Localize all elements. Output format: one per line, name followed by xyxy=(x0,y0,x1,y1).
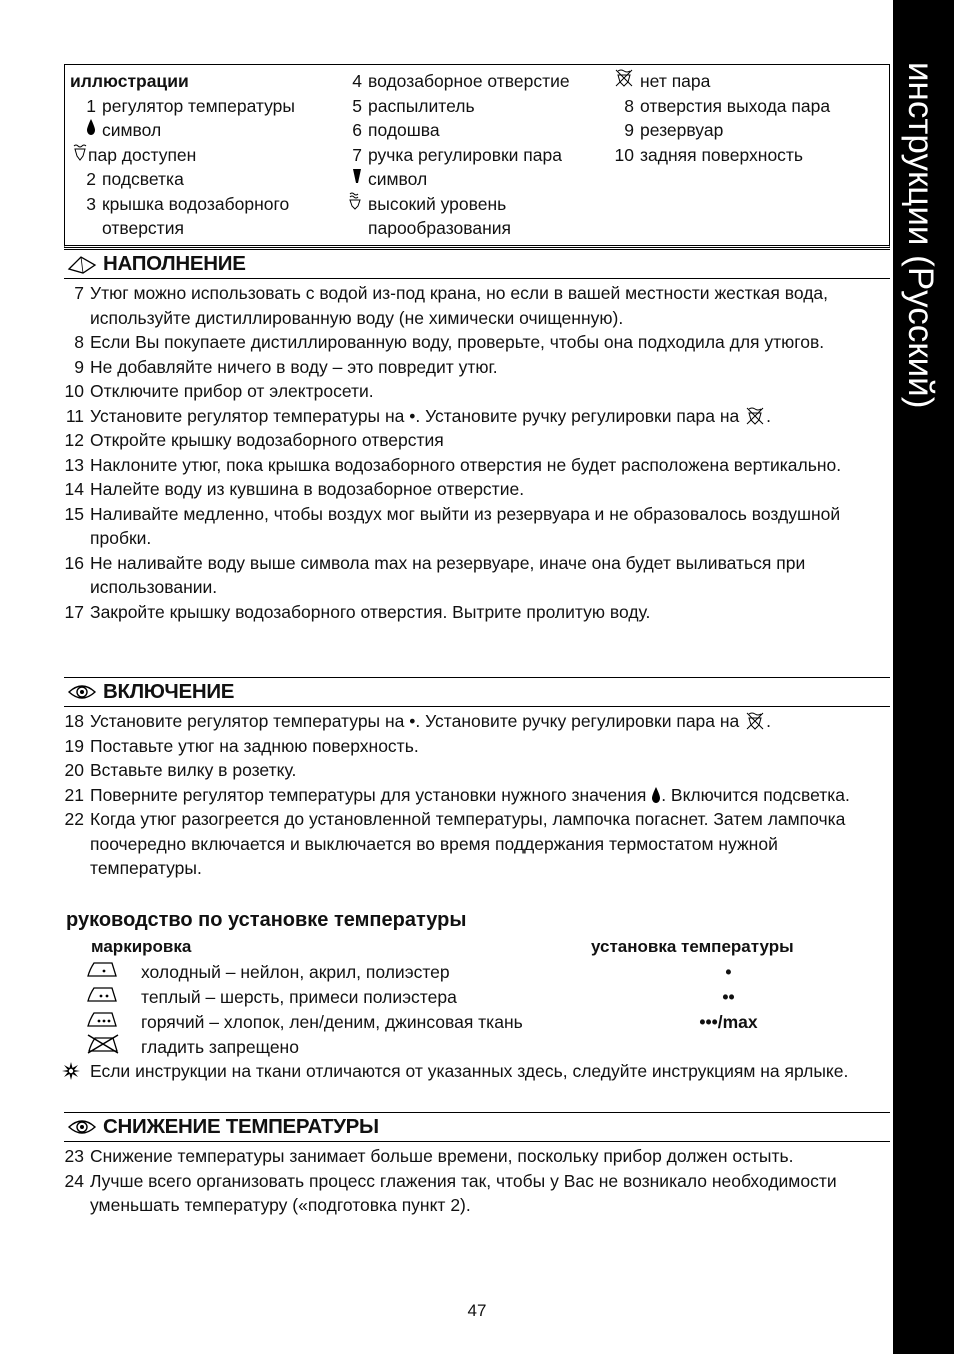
list-item xyxy=(60,709,880,734)
iron-1dot-icon xyxy=(86,960,118,978)
section-filling-header xyxy=(64,249,890,279)
list-item-text: Установите регулятор температуры на •. Установите ручку регулировки пара на . xyxy=(90,405,772,426)
list-item xyxy=(60,281,880,330)
illustrations-column-1 xyxy=(70,69,340,241)
list-item-text: Отключите прибор от электросети. xyxy=(90,381,374,401)
list-item-number: 22 xyxy=(64,809,84,829)
list-item-number: 13 xyxy=(64,454,84,475)
side-tab xyxy=(893,0,954,1354)
illustration-item: 5 распылитель xyxy=(352,95,475,116)
illustration-item: 9 резервуар xyxy=(624,120,724,140)
list-item-number: 11 xyxy=(65,405,84,426)
illustrations-column-2 xyxy=(348,69,610,241)
section-switch-on-header xyxy=(64,677,890,707)
list-item-number: 12 xyxy=(64,430,84,450)
list-item-number: 18 xyxy=(64,711,84,731)
drop-down-icon xyxy=(352,167,362,185)
list-item-text: Не добавляйте ничего в воду – это повредит утюг. xyxy=(90,356,498,377)
list-item-text: Когда утюг разогреется до установленной температуры, лампочка погаснет. Затем лампочка поочередно включается и выключается во время поддержания термостатом нужной температуры. xyxy=(90,809,846,878)
list-item xyxy=(60,355,880,380)
guide-col-setting: установка температуры xyxy=(591,937,794,956)
no-steam-icon xyxy=(744,711,766,731)
list-item xyxy=(60,502,880,551)
illustration-item: 7 ручка регулировки пара xyxy=(352,144,562,165)
illustration-item: парообразования xyxy=(368,218,512,238)
list-item xyxy=(60,1144,880,1169)
list-item-number: 15 xyxy=(64,503,84,524)
list-item-number: 23 xyxy=(64,1146,84,1166)
list-item-text: Наклоните утюг, пока крышка водозаборного отверстия не будет расположена вертикально. xyxy=(90,454,842,475)
illustrations-column-3 xyxy=(610,69,885,167)
list-item-number: 9 xyxy=(74,356,84,377)
list-item xyxy=(60,758,880,783)
guide-row: горячий – хлопок, лен/деним, джинсовая ткань •••/max xyxy=(86,1010,846,1035)
list-item-text: Налейте воду из кувшина в водозаборное отверстие. xyxy=(90,479,525,499)
side-tab-label: инструкции (Русский) xyxy=(901,62,940,409)
list-item-text: Поверните регулятор температуры для установки нужного значения . Включится подсветка. xyxy=(90,784,850,805)
lowering-list xyxy=(60,1144,880,1218)
list-item xyxy=(60,428,880,453)
no-steam-icon xyxy=(744,406,766,426)
list-item-number: 7 xyxy=(74,283,84,303)
list-item xyxy=(60,807,880,881)
list-item xyxy=(60,600,880,625)
section-lowering-title: СНИЖЕНИЕ ТЕМПЕРАТУРЫ xyxy=(103,1114,379,1138)
list-item xyxy=(60,330,880,355)
list-item-number: 8 xyxy=(74,332,84,352)
section-switch-on-title: ВКЛЮЧЕНИЕ xyxy=(103,679,235,703)
list-item-number: 21 xyxy=(64,784,84,805)
list-item-text: Снижение температуры занимает больше времени, поскольку прибор должен остыть. xyxy=(90,1146,794,1166)
list-item xyxy=(60,477,880,502)
list-item xyxy=(60,551,880,600)
eye-icon xyxy=(67,681,97,703)
steam-high-icon xyxy=(348,192,362,210)
illustrations-title: иллюстрации xyxy=(70,71,189,91)
guide-row: теплый – шерсть, примеси полиэстера •• xyxy=(86,985,846,1010)
illustration-item: нет пара xyxy=(610,69,885,94)
illustration-item: высокий уровень xyxy=(348,192,610,217)
section-lowering-header xyxy=(64,1112,890,1142)
list-item-text: Установите регулятор температуры на •. Установите ручку регулировки пара на . xyxy=(90,711,772,731)
list-item-text: Лучше всего организовать процесс глажения так, чтобы у Вас не возникало необходимости уменьшать температуру («подготовка пункт 2). xyxy=(90,1170,837,1215)
guide-col-marking: маркировка xyxy=(91,937,192,956)
illustration-item: 10 задняя поверхность xyxy=(614,144,804,165)
section-filling-title: НАПОЛНЕНИЕ xyxy=(103,251,246,275)
illustration-item: пар доступен xyxy=(70,143,340,168)
no-steam-icon xyxy=(614,69,634,87)
filling-list xyxy=(60,281,880,624)
list-item-text: Наливайте медленно, чтобы воздух мог выйти из резервуара и не образовалось воздушной пробки. xyxy=(90,503,841,548)
illustration-item: 4 водозаборное отверстие xyxy=(352,71,570,91)
list-item-number: 19 xyxy=(64,735,84,756)
list-item xyxy=(60,1169,880,1218)
list-item xyxy=(60,453,880,478)
illustration-item: символ xyxy=(348,167,610,192)
guide-row: гладить запрещено xyxy=(86,1035,846,1060)
illustration-item: 3 крышка водозаборного xyxy=(86,193,290,214)
list-item-number: 20 xyxy=(64,760,84,780)
list-item-number: 16 xyxy=(64,552,84,573)
switch-on-list xyxy=(60,709,880,881)
drop-icon xyxy=(651,785,661,805)
iron-2dot-icon xyxy=(86,985,118,1003)
iron-3dot-icon xyxy=(86,1010,118,1028)
list-item xyxy=(60,404,880,429)
list-item-text: Поставьте утюг на заднюю поверхность. xyxy=(90,735,419,756)
list-item-text: Откройте крышку водозаборного отверстия xyxy=(90,430,444,450)
list-item-number: 24 xyxy=(64,1170,84,1191)
illustration-item: 1 регулятор температуры xyxy=(86,95,295,116)
illustration-item: отверстия xyxy=(102,218,184,238)
list-item-number: 17 xyxy=(64,601,84,622)
sun-star-icon xyxy=(62,1062,80,1080)
list-item xyxy=(60,783,880,808)
page-number: 47 xyxy=(467,1301,487,1320)
list-item-number: 14 xyxy=(64,479,84,499)
guide-row: холодный – нейлон, акрил, полиэстер • xyxy=(86,960,846,985)
list-item-text: Вставьте вилку в розетку. xyxy=(90,760,297,780)
list-item xyxy=(60,379,880,404)
illustration-item: символ xyxy=(70,118,340,143)
list-item-text: Если Вы покупаете дистиллированную воду, проверьте, чтобы она подходила для утюгов. xyxy=(90,332,825,352)
eye-icon xyxy=(67,1116,97,1138)
list-item xyxy=(60,734,880,759)
no-iron-icon xyxy=(86,1034,120,1054)
illustration-item: 6 подошва xyxy=(352,120,440,140)
drop-icon xyxy=(86,118,96,136)
guide-note: Если инструкции на ткани отличаются от указанных здесь, следуйте инструкциям на ярлыке. xyxy=(62,1059,882,1084)
illustration-item: 2 подсветка xyxy=(86,169,184,189)
steam-icon xyxy=(72,143,88,161)
list-item-text: Не наливайте воду выше символа max на резервуаре, иначе она будет выливаться при использовании. xyxy=(90,552,806,597)
temperature-guide-title: руководство по установке температуры xyxy=(66,909,467,931)
illustrations-box xyxy=(64,64,890,248)
illustration-item: 8 отверстия выхода пара xyxy=(624,95,831,116)
list-item-text: Закройте крышку водозаборного отверстия. Вытрите пролитую воду. xyxy=(90,601,651,622)
list-item-text: Утюг можно использовать с водой из-под крана, но если в вашей местности жесткая вода, используйте дистиллированную воду (не химически очищенную). xyxy=(90,283,829,328)
list-item-number: 10 xyxy=(64,381,84,401)
water-fill-icon xyxy=(67,253,97,275)
